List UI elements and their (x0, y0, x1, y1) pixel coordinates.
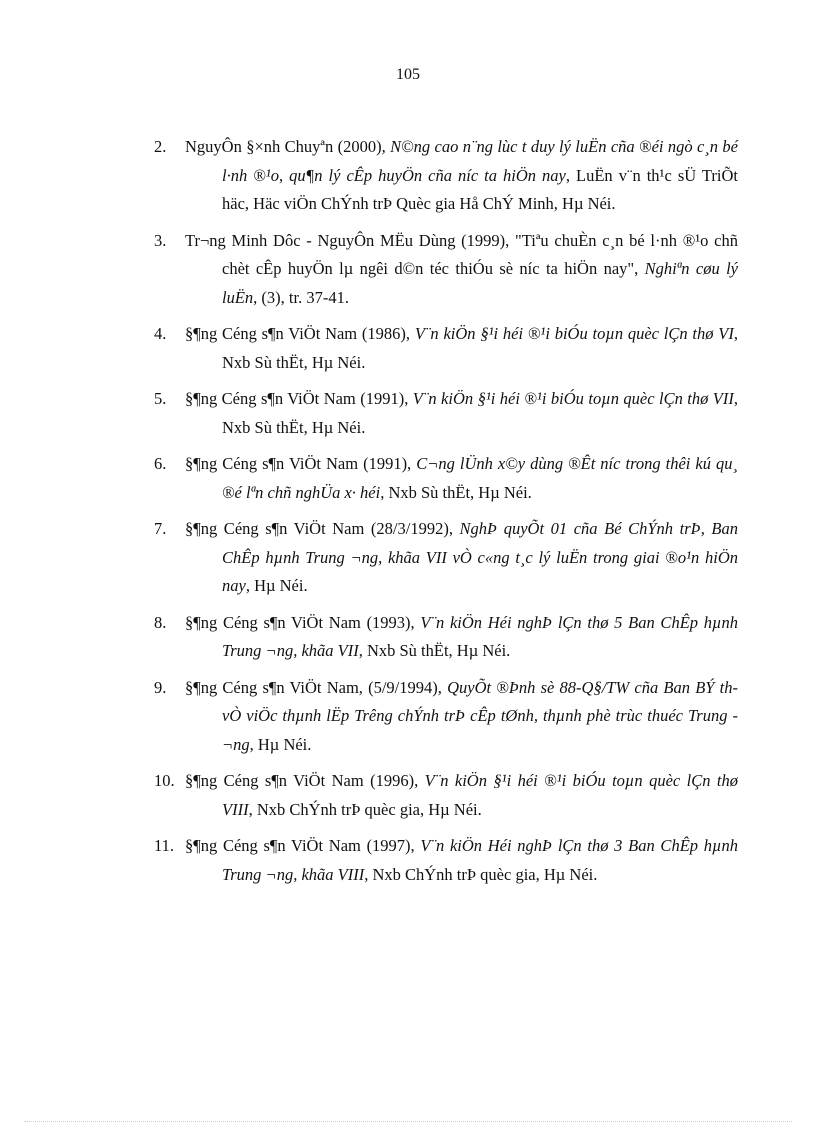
reference-text (185, 767, 738, 824)
reference-detail: , Hµ Néi. (249, 734, 312, 754)
reference-detail: , Nxb Sù thËt, Hµ Néi. (222, 389, 738, 437)
reference-number: 9. (154, 677, 167, 697)
reference-detail: §¶ng Céng s¶n ViÖt Nam (1991), (185, 389, 413, 408)
reference-text (185, 320, 738, 377)
page-bottom-border (24, 1121, 792, 1122)
reference-item (154, 385, 738, 442)
reference-detail: , LuËn v¨n th¹c sÜ TriÕt häc, Häc viÖn ChÝnh trÞ Quèc gia Hå ChÝ Minh, Hµ Néi. (222, 165, 738, 213)
reference-text (185, 227, 738, 313)
reference-title: V¨n kiÖn Héi nghÞ lÇn thø 3 Ban ChÊp hµnh Trung ¬ng, khãa VIII (222, 836, 738, 884)
reference-item (154, 227, 738, 313)
reference-detail: , Nxb ChÝnh trÞ quèc gia, Hµ Néi. (248, 799, 482, 819)
reference-detail: Tr¬ng Minh Dôc - NguyÔn MËu Dùng (1999), "Tiªu chuÈn c¸n bé l·nh ®¹o chñ chèt cÊp huyÖn lµ ngêi d©n téc thiÓu sè níc ta hiÖn nay", (185, 230, 738, 278)
reference-detail: , Nxb Sù thËt, Hµ Néi. (222, 324, 738, 372)
reference-detail: , Nxb Sù thËt, Hµ Néi. (380, 482, 532, 502)
reference-number: 6. (154, 454, 167, 473)
reference-detail: §¶ng Céng s¶n ViÖt Nam (1996), (185, 771, 425, 790)
reference-number: 11. (154, 836, 175, 855)
reference-detail: §¶ng Céng s¶n ViÖt Nam (1997), (185, 836, 421, 855)
reference-item (154, 832, 738, 889)
reference-title: V¨n kiÖn §¹i héi ®¹i biÓu toµn quèc lÇn thø VI (414, 324, 734, 343)
reference-text (185, 515, 738, 601)
reference-title: C¬ng lÜnh x©y dùng ®Êt níc trong thêi kú qu¸ ®é lªn chñ nghÜa x· héi (222, 454, 738, 502)
reference-item (154, 515, 738, 601)
reference-text (185, 450, 738, 507)
reference-detail: §¶ng Céng s¶n ViÖt Nam (1993), (185, 612, 421, 632)
reference-title: V¨n kiÖn §¹i héi ®¹i biÓu toµn quèc lÇn thø VII (412, 389, 734, 408)
reference-item (154, 767, 738, 824)
reference-number: 2. (154, 137, 167, 156)
reference-text (185, 832, 738, 889)
reference-text (185, 133, 738, 219)
reference-number: 8. (154, 612, 167, 632)
reference-text (185, 674, 738, 760)
reference-title: Nghiªn cøu lý luËn (222, 259, 738, 307)
reference-title: V¨n kiÖn §¹i héi ®¹i biÓu toµn quèc lÇn thø VIII (222, 771, 738, 819)
reference-list (154, 133, 738, 897)
reference-item (154, 450, 738, 507)
reference-number: 7. (154, 519, 167, 538)
reference-detail: §¶ng Céng s¶n ViÖt Nam, (5/9/1994), (185, 677, 448, 697)
reference-title: V¨n kiÖn Héi nghÞ lÇn thø 5 Ban ChÊp hµnh Trung ¬ng, khãa VII (222, 612, 738, 660)
reference-detail: , (3), tr. 37-41. (253, 287, 349, 307)
reference-title: N©ng cao n¨ng lùc t duy lý luËn cña ®éi ngò c¸n bé l·nh ®¹o, qu¶n lý cÊp huyÖn cña níc ta hiÖn nay (222, 137, 739, 185)
reference-item (154, 609, 738, 666)
reference-detail: §¶ng Céng s¶n ViÖt Nam (1986), (185, 324, 415, 343)
reference-title: QuyÕt ®Þnh sè 88-Q§/TW cña Ban BÝ th vÒ viÖc thµnh lËp Trêng chÝnh trÞ cÊp tØnh, thµnh phè trùc thuéc Trung ¬ng (222, 677, 738, 754)
page-number: 105 (396, 66, 420, 83)
reference-text (185, 385, 738, 442)
reference-detail: , Nxb ChÝnh trÞ quèc gia, Hµ Néi. (364, 864, 598, 884)
reference-detail: §¶ng Céng s¶n ViÖt Nam (1991), (185, 454, 417, 473)
reference-item (154, 674, 738, 760)
reference-detail: , Hµ Néi. (245, 576, 308, 595)
reference-detail: §¶ng Céng s¶n ViÖt Nam (28/3/1992), (185, 519, 460, 538)
reference-detail: , Nxb Sù thËt, Hµ Néi. (358, 641, 511, 660)
reference-title: NghÞ quyÕt 01 cña Bé ChÝnh trÞ, Ban ChÊp hµnh Trung ¬ng, khãa VII vÒ c«ng t¸c lý luËn trong giai ®o¹n hiÖn nay (222, 519, 738, 595)
reference-number: 3. (154, 230, 167, 250)
reference-number: 5. (154, 389, 167, 408)
reference-item (154, 133, 738, 219)
reference-number: 10. (154, 771, 175, 790)
reference-detail: NguyÔn §×nh Chuyªn (2000), (185, 137, 391, 156)
reference-text (185, 609, 738, 666)
reference-item (154, 320, 738, 377)
reference-number: 4. (154, 324, 167, 343)
